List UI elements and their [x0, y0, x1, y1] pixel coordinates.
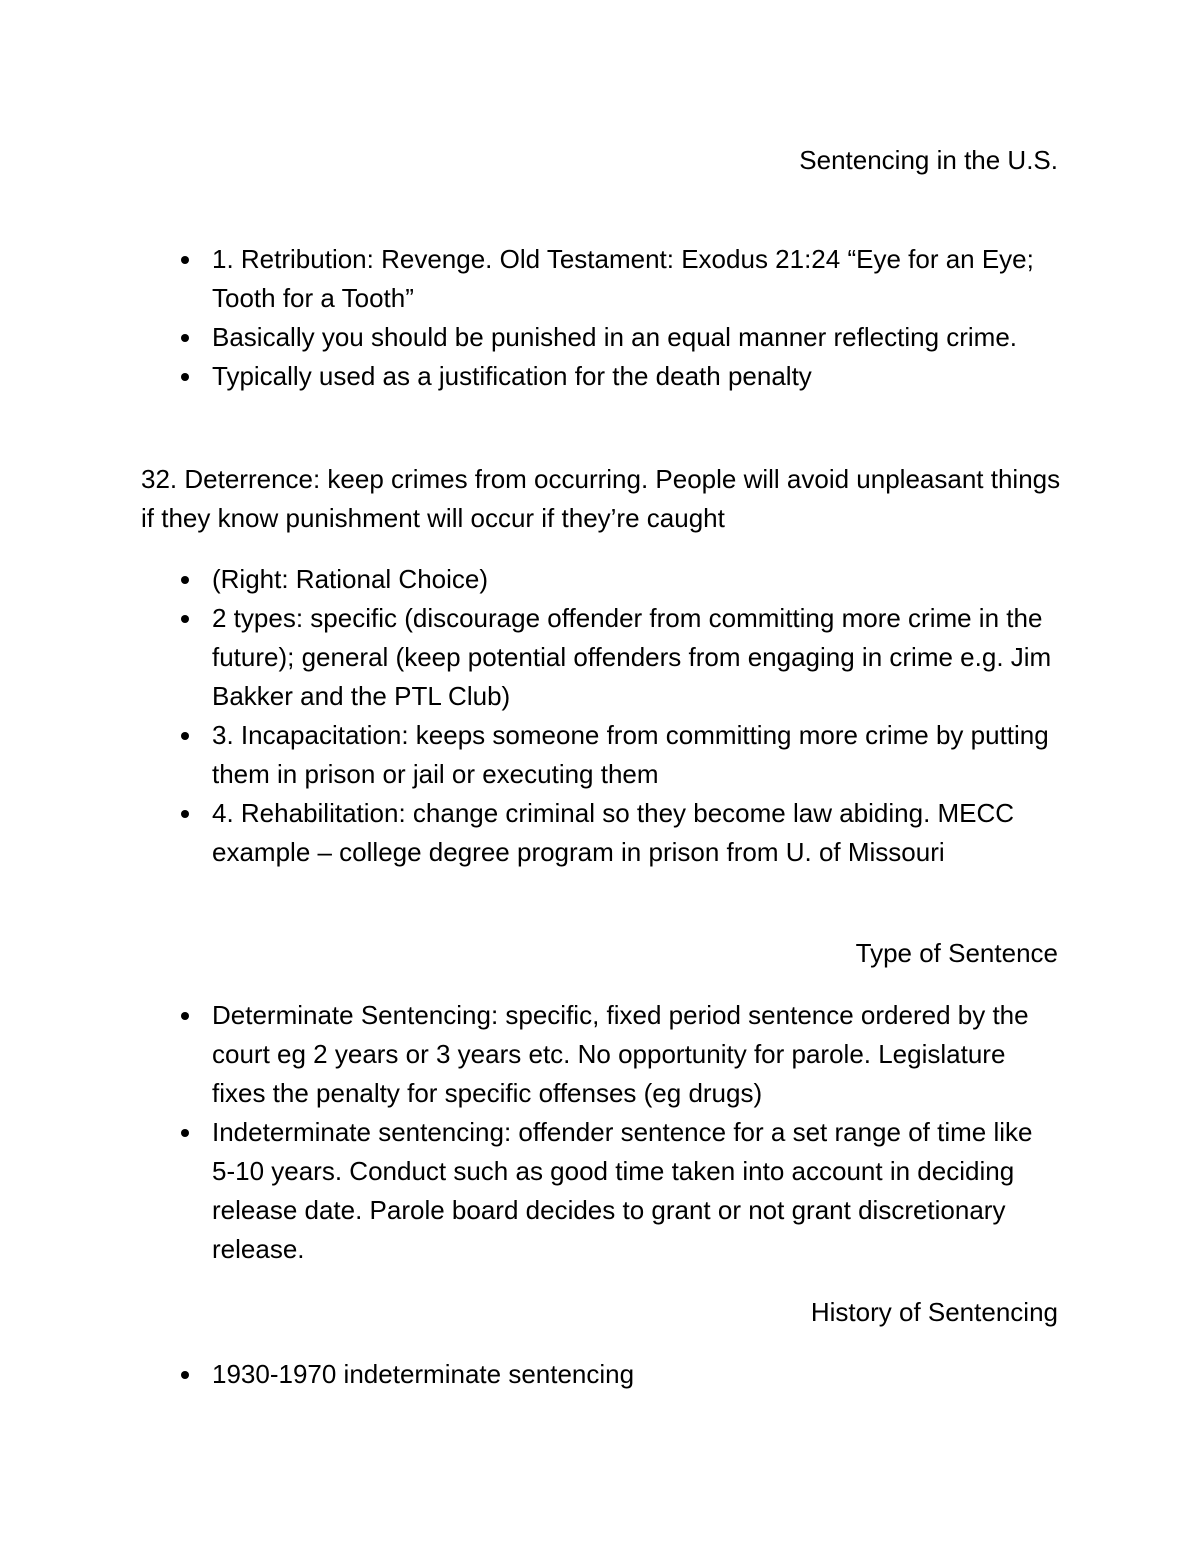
list-item-text: 3. Incapacitation: keeps someone from committing more crime by putting them in prison or jail or executing them	[212, 720, 1049, 789]
bullet-icon	[181, 615, 189, 623]
list-item-text: 4. Rehabilitation: change criminal so they become law abiding. MECC example – college degree program in prison from U. of Missouri	[212, 798, 1015, 867]
list-item	[0, 357, 1062, 396]
retribution-list	[0, 240, 1200, 396]
list-item	[0, 794, 1062, 872]
list-item-text: (Right: Rational Choice)	[212, 564, 489, 594]
sentence-type-list	[0, 996, 1200, 1269]
type-of-sentence-heading: Type of Sentence	[855, 938, 1058, 968]
list-item	[0, 240, 1062, 318]
list-item-text: Basically you should be punished in an equal manner reflecting crime.	[212, 322, 1018, 352]
bullet-icon	[181, 1129, 189, 1137]
list-item-text: 1. Retribution: Revenge. Old Testament: Exodus 21:24 “Eye for an Eye; Tooth for a Tooth”	[212, 244, 1034, 313]
list-item	[0, 996, 1062, 1113]
deterrence-paragraph: 32. Deterrence: keep crimes from occurring. People will avoid unpleasant things if they know punishment will occur if they’re caught	[141, 464, 1061, 533]
list-item-text: 2 types: specific (discourage offender from committing more crime in the future); general (keep potential offenders from engaging in crime e.g. Jim Bakker and the PTL Club)	[212, 603, 1052, 711]
list-item-text: Determinate Sentencing: specific, fixed period sentence ordered by the court eg 2 years or 3 years etc. No opportunity for parole. Legislature fixes the penalty for specific offenses (eg drugs)	[212, 1000, 1029, 1108]
bullet-icon	[181, 373, 189, 381]
list-item	[0, 318, 1062, 357]
list-item	[0, 1113, 1062, 1269]
list-item	[0, 560, 1062, 599]
bullet-icon	[181, 576, 189, 584]
bullet-icon	[181, 732, 189, 740]
bullet-icon	[181, 334, 189, 342]
history-of-sentencing-heading: History of Sentencing	[810, 1297, 1058, 1327]
list-item-text: Typically used as a justification for the death penalty	[212, 361, 812, 391]
document-title: Sentencing in the U.S.	[799, 145, 1058, 175]
list-item	[0, 1355, 1062, 1394]
history-list	[0, 1355, 1200, 1394]
list-item	[0, 599, 1062, 716]
bullet-icon	[181, 1371, 189, 1379]
list-item-text: Indeterminate sentencing: offender sentence for a set range of time like 5-10 years. Conduct such as good time taken into account in deciding release date. Parole board decides to grant or not grant discretionary release.	[212, 1117, 1033, 1264]
list-item-text: 1930-1970 indeterminate sentencing	[212, 1359, 635, 1389]
bullet-icon	[181, 256, 189, 264]
list-item	[0, 716, 1062, 794]
bullet-icon	[181, 1012, 189, 1020]
deterrence-list	[0, 560, 1200, 872]
bullet-icon	[181, 810, 189, 818]
